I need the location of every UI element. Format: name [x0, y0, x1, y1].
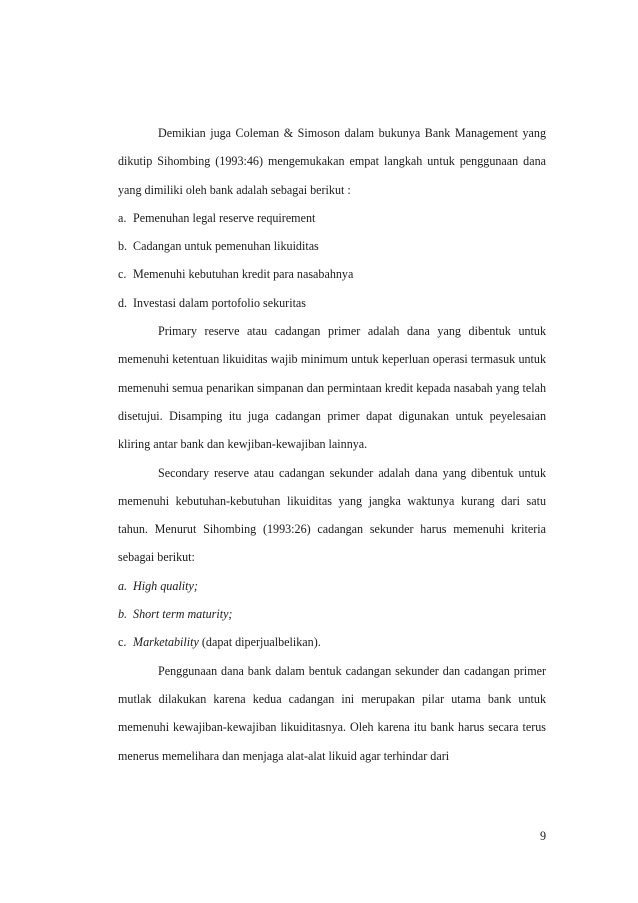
list-item-text: Short term maturity;	[133, 607, 233, 622]
list-item-high-quality	[118, 572, 546, 600]
list-item-kredit	[118, 260, 546, 288]
list-marker: d.	[118, 295, 128, 310]
list-item-short-term-maturity	[118, 600, 546, 628]
paragraph-coleman-simoson: Demikian juga Coleman & Simoson dalam bukunya Bank Management yang dikutip Sihombing (1993:46) mengemukakan empat langkah untuk penggunaan dana yang dimiliki oleh bank adalah sebagai berikut :	[118, 126, 546, 197]
page-body	[118, 119, 546, 770]
list-item-legal-reserve	[118, 204, 546, 232]
list-item-text: Cadangan untuk pemenuhan likuiditas	[133, 239, 319, 254]
list-marker: c.	[118, 267, 127, 282]
list-item-investasi	[118, 289, 546, 317]
list-item-likuiditas	[118, 232, 546, 260]
paragraph-penggunaan-dana: Penggunaan dana bank dalam bentuk cadangan sekunder dan cadangan primer mutlak dilakukan karena kedua cadangan ini merupakan pilar utama bank untuk memenuhi kewajiban-kewajiban likuiditasnya. Oleh karena itu bank harus secara terus menerus memelihara dan menjaga alat-alat likuid agar terhindar dari	[118, 663, 546, 763]
list-marker: b.	[118, 239, 128, 254]
list-item-italic-term: Marketability	[133, 635, 199, 650]
list-marker: a.	[118, 210, 127, 225]
paragraph-primary-reserve: Primary reserve atau cadangan primer adalah dana yang dibentuk untuk memenuhi ketentuan likuiditas wajib minimum untuk keperluan operasi termasuk untuk memenuhi semua penarikan simpanan dan permintaan kredit kepada nasabah yang telah disetujui. Disamping itu juga cadangan primer dapat digunakan untuk peyelesaian kliring antar bank dan kewjiban-kewajiban lainnya.	[118, 324, 546, 452]
list-item-text: Pemenuhan legal reserve requirement	[133, 210, 316, 225]
list-item-text: (dapat diperjualbelikan).	[198, 635, 321, 650]
list-item-marketability	[118, 628, 546, 656]
list-marker: c.	[118, 635, 127, 650]
list-item-text: High quality;	[133, 578, 198, 593]
page-number: 9	[539, 829, 546, 843]
list-item-text: Investasi dalam portofolio sekuritas	[133, 295, 306, 310]
list-marker: a.	[118, 578, 128, 593]
list-marker: b.	[118, 607, 128, 622]
list-item-text: Memenuhi kebutuhan kredit para nasabahnya	[133, 267, 354, 282]
paragraph-secondary-reserve: Secondary reserve atau cadangan sekunder adalah dana yang dibentuk untuk memenuhi kebutuhan-kebutuhan likuiditas yang jangka waktunya kurang dari satu tahun. Menurut Sihombing (1993:26) cadangan sekunder harus memenuhi kriteria sebagai berikut:	[118, 465, 546, 565]
